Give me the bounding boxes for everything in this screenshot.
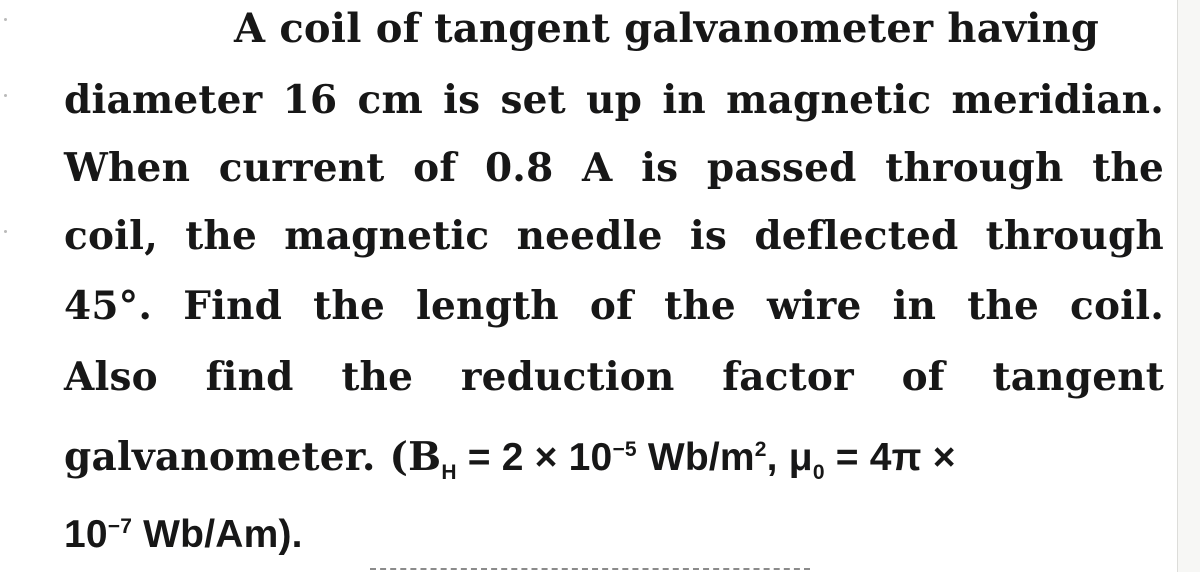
text-line-8 [64,506,1164,564]
text-line-5: 45°. Find the length of the wire in the coil. [64,283,1164,329]
mu-subscript: 0 [812,460,825,484]
bh-subscript: H [441,460,457,484]
text-line-3: When current of 0.8 A is passed through the [64,145,1164,191]
line7-equals-1: = 2 × 10 [456,436,613,479]
line8-unit: Wb/Am). [132,513,303,556]
scan-speck [4,18,7,21]
page-edge [1177,0,1200,572]
scan-speck [4,94,7,97]
scan-speck [4,230,7,233]
text-line-1: A coil of tangent galvanometer having [234,5,1100,52]
scan-dashed-border [370,568,810,570]
exponent-minus-7: −7 [107,515,133,538]
line7-lead: galvanometer. (B [64,434,442,480]
text-line-6: Also find the reduction factor of tangent [64,354,1164,400]
text-line-2: diameter 16 cm is set up in magnetic meridian. [64,77,1164,123]
exponent-squared: 2 [754,438,767,461]
text-line-4: coil, the magnetic needle is deflected through [64,213,1164,259]
line7-unit-1: Wb/m [636,436,755,479]
text-line-7 [64,428,1164,486]
exponent-minus-5: −5 [612,438,637,461]
line7-equals-2: = 4π × [824,436,956,479]
line8-base: 10 [64,513,108,556]
mu-symbol: , μ [766,436,813,479]
